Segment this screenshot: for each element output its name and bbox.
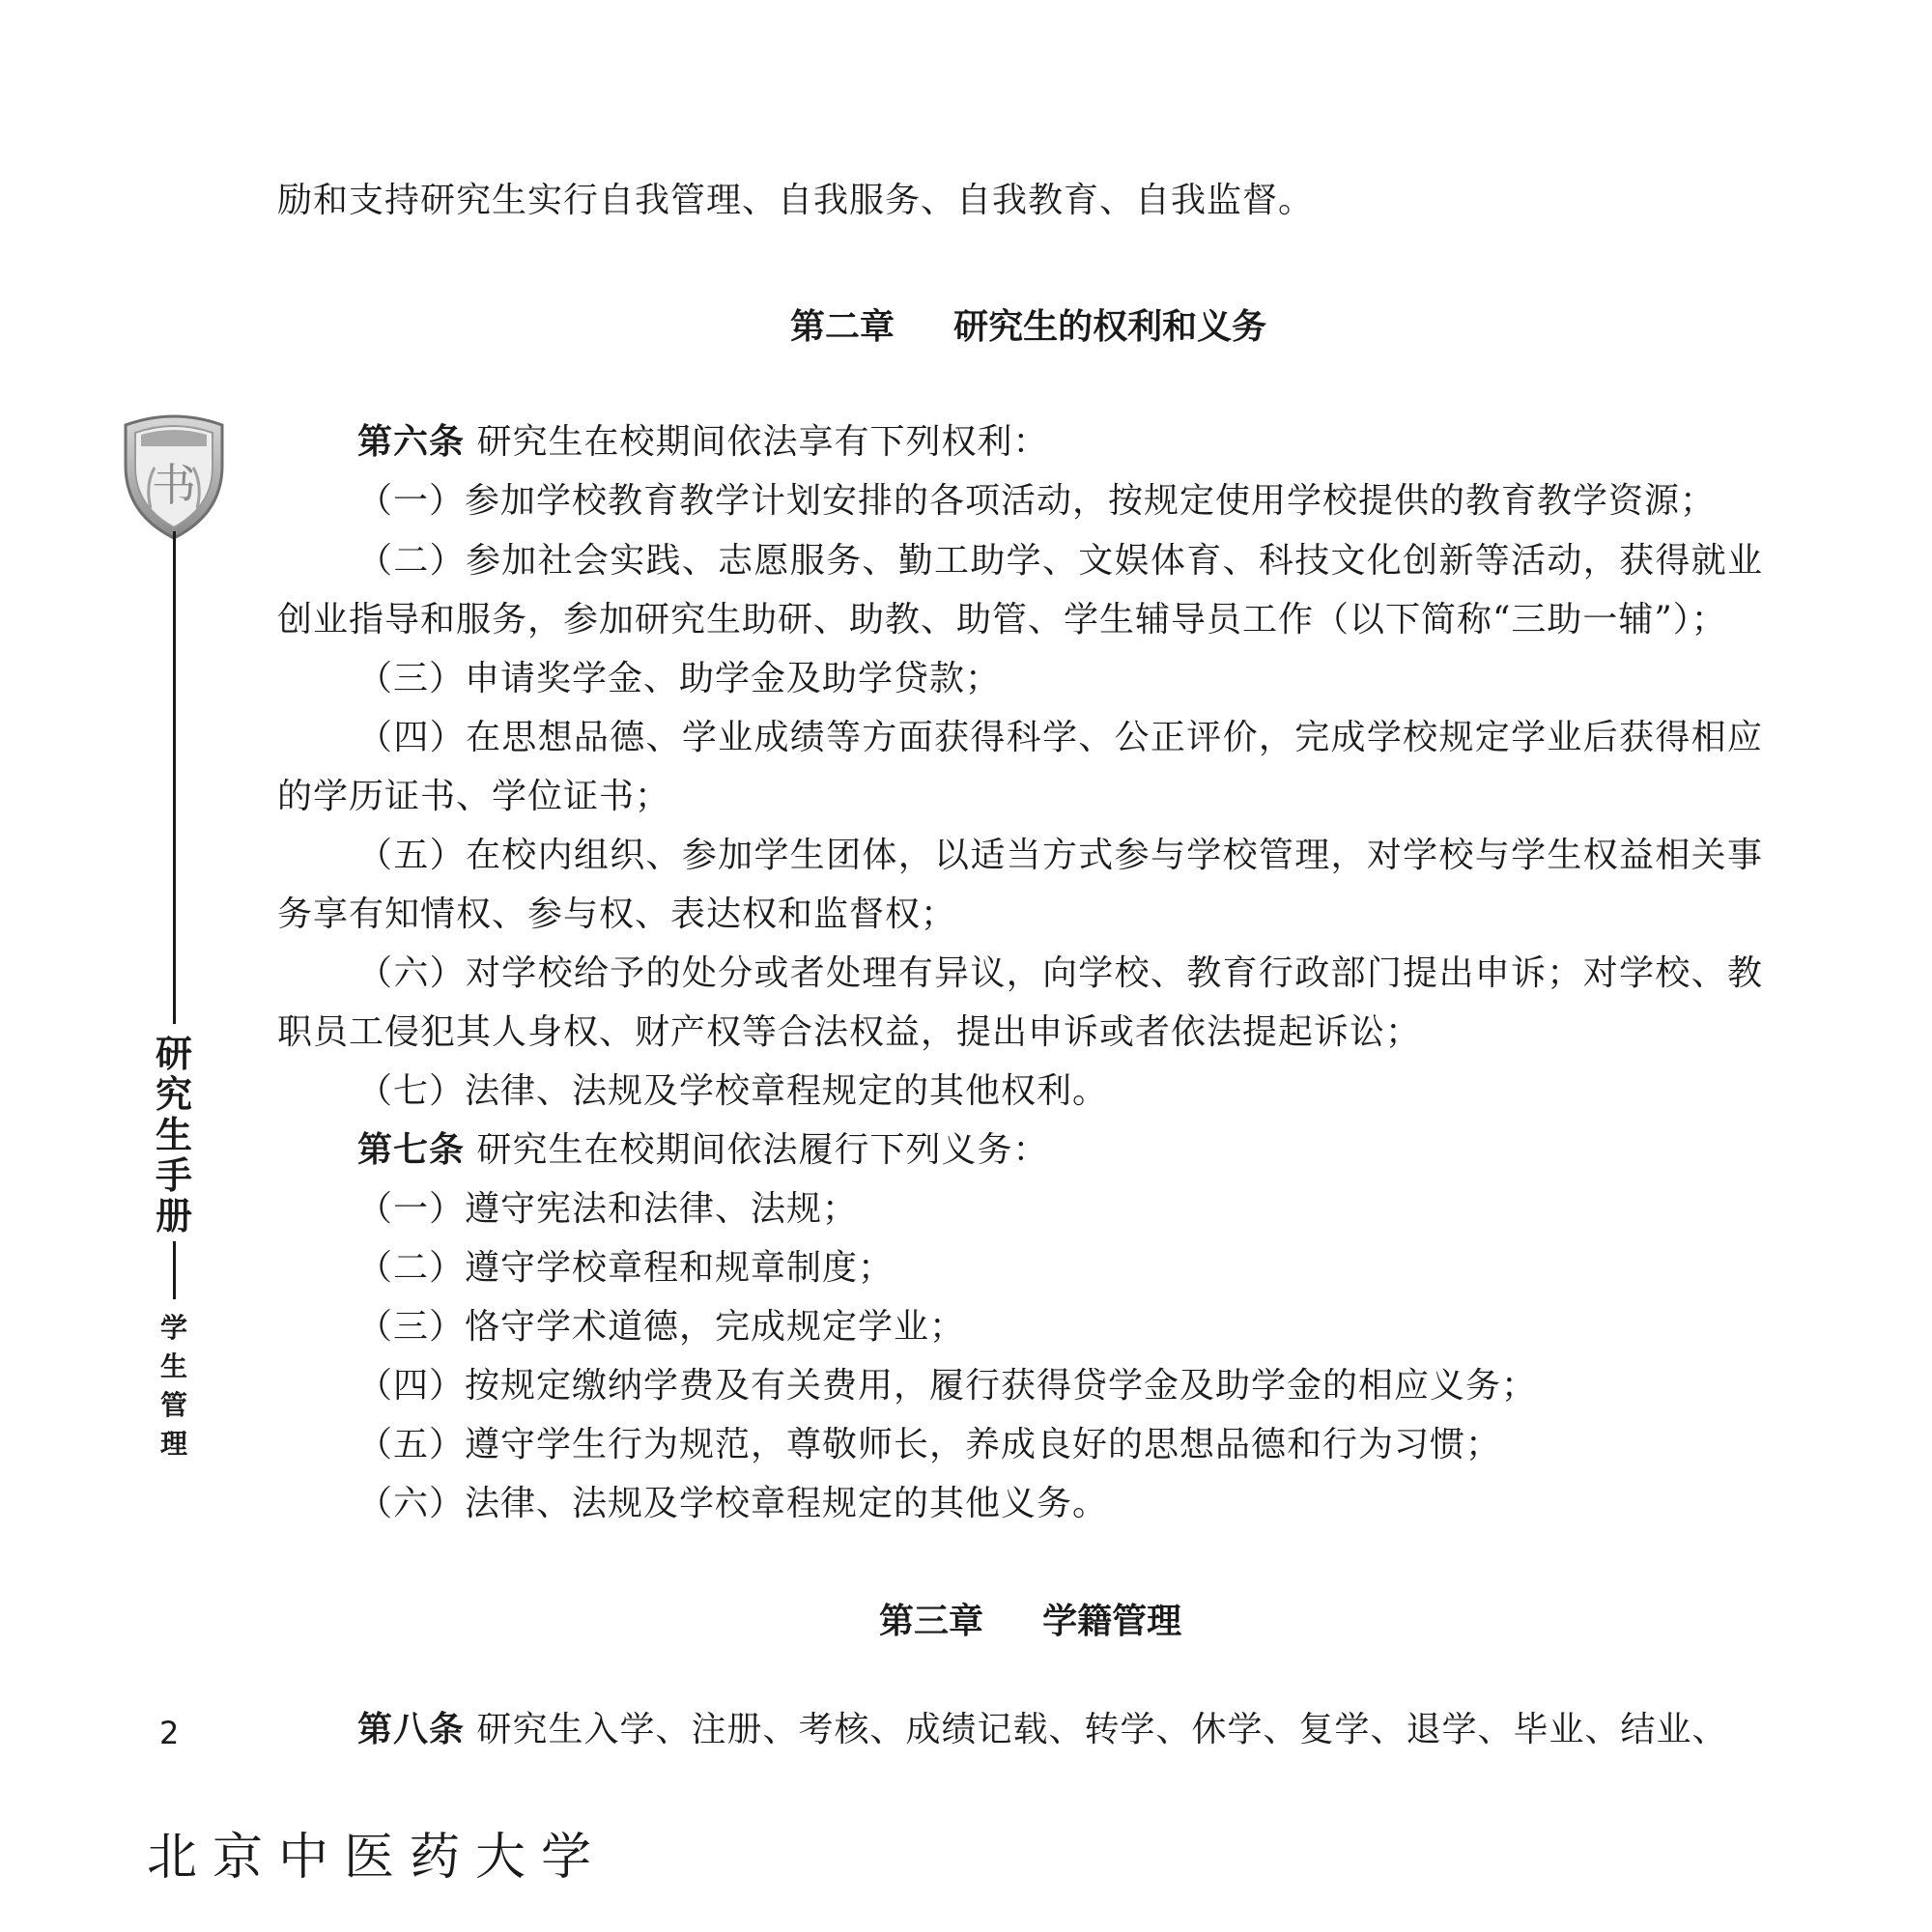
article-6-item: （六）对学校给予的处分或者处理有异议，向学校、教育行政部门提出申诉；对学校、教 bbox=[357, 953, 1763, 993]
article-6-intro bbox=[357, 418, 1048, 467]
sidebar-subtitle-char: 生 bbox=[159, 1350, 187, 1382]
sidebar-title-char: 生 bbox=[155, 1114, 192, 1156]
article-6-text: 研究生在校期间依法享有下列权利： bbox=[476, 422, 1049, 462]
article-6-item: （一）参加学校教育教学计划安排的各项活动，按规定使用学校提供的教育教学资源； bbox=[357, 481, 1717, 521]
sidebar-title-char: 册 bbox=[155, 1195, 192, 1237]
article-6-item: （三）申请奖学金、助学金及助学贷款； bbox=[357, 659, 1002, 698]
university-name: 北京中医药大学 bbox=[147, 1829, 608, 1887]
article-7-item: （六）法律、法规及学校章程规定的其他义务。 bbox=[357, 1484, 1109, 1523]
sidebar-subtitle-char: 学 bbox=[159, 1312, 187, 1344]
sidebar-rule bbox=[173, 531, 176, 1024]
article-6-label: 第六条 bbox=[357, 422, 466, 462]
sidebar-title-char: 研 bbox=[155, 1033, 192, 1075]
article-6-item: （七）法律、法规及学校章程规定的其他权利。 bbox=[357, 1071, 1109, 1111]
sidebar-subtitle bbox=[156, 1309, 191, 1463]
sidebar-subtitle-char: 管 bbox=[159, 1389, 187, 1421]
chapter-3-heading bbox=[879, 1594, 1181, 1643]
chapter-3-title: 学籍管理 bbox=[1042, 1602, 1182, 1641]
article-6-item: （二）参加社会实践、志愿服务、勤工助学、文娱体育、科技文化创新等活动，获得就业 bbox=[357, 541, 1763, 581]
article-8-intro bbox=[357, 1706, 1727, 1754]
sidebar bbox=[116, 386, 232, 1460]
article-8-text: 研究生入学、注册、考核、成绩记载、转学、休学、复学、退学、毕业、结业、 bbox=[476, 1710, 1728, 1749]
article-6-item-cont: 务享有知情权、参与权、表达权和监督权； bbox=[277, 895, 957, 934]
svg-text:书: 书 bbox=[152, 459, 196, 511]
article-7-intro bbox=[357, 1126, 1048, 1175]
chapter-2-title: 研究生的权利和义务 bbox=[953, 307, 1267, 347]
chapter-3-number: 第三章 bbox=[879, 1602, 984, 1641]
article-7-item: （一）遵守宪法和法律、法规； bbox=[357, 1189, 859, 1229]
article-7-label: 第七条 bbox=[357, 1130, 466, 1170]
article-7-text: 研究生在校期间依法履行下列义务： bbox=[476, 1130, 1049, 1170]
sidebar-subtitle-char: 理 bbox=[159, 1428, 187, 1460]
article-6-item-cont: 职员工侵犯其人身权、财产权等合法权益，提出申诉或者依法提起诉讼； bbox=[277, 1012, 1422, 1052]
article-7-item: （三）恪守学术道德，完成规定学业； bbox=[357, 1307, 966, 1347]
article-6-item: （四）在思想品德、学业成绩等方面获得科学、公正评价，完成学校规定学业后获得相应 bbox=[357, 718, 1763, 757]
paragraph-line: 励和支持研究生实行自我管理、自我服务、自我教育、自我监督。 bbox=[277, 181, 1315, 220]
sidebar-title-char: 手 bbox=[155, 1154, 192, 1197]
article-7-item: （二）遵守学校章程和规章制度； bbox=[357, 1248, 895, 1288]
article-8-label: 第八条 bbox=[357, 1710, 466, 1749]
sidebar-rule bbox=[173, 1241, 176, 1299]
article-6-item-cont: 创业指导和服务，参加研究生助研、助教、助管、学生辅导员工作（以下简称“三助一辅”）； bbox=[277, 600, 1727, 639]
sidebar-title-char: 究 bbox=[155, 1073, 192, 1116]
chapter-2-heading bbox=[790, 299, 1266, 349]
university-emblem-icon bbox=[116, 408, 232, 543]
page-number: 2 bbox=[159, 1715, 180, 1751]
article-7-item: （四）按规定缴纳学费及有关费用，履行获得贷学金及助学金的相应义务； bbox=[357, 1366, 1538, 1406]
article-7-item: （五）遵守学生行为规范，尊敬师长，养成良好的思想品德和行为习惯； bbox=[357, 1425, 1502, 1464]
article-6-item: （五）在校内组织、参加学生团体，以适当方式参与学校管理，对学校与学生权益相关事 bbox=[357, 836, 1763, 875]
sidebar-title bbox=[153, 1034, 195, 1236]
chapter-2-number: 第二章 bbox=[790, 307, 895, 347]
article-6-item-cont: 的学历证书、学位证书； bbox=[277, 777, 671, 816]
